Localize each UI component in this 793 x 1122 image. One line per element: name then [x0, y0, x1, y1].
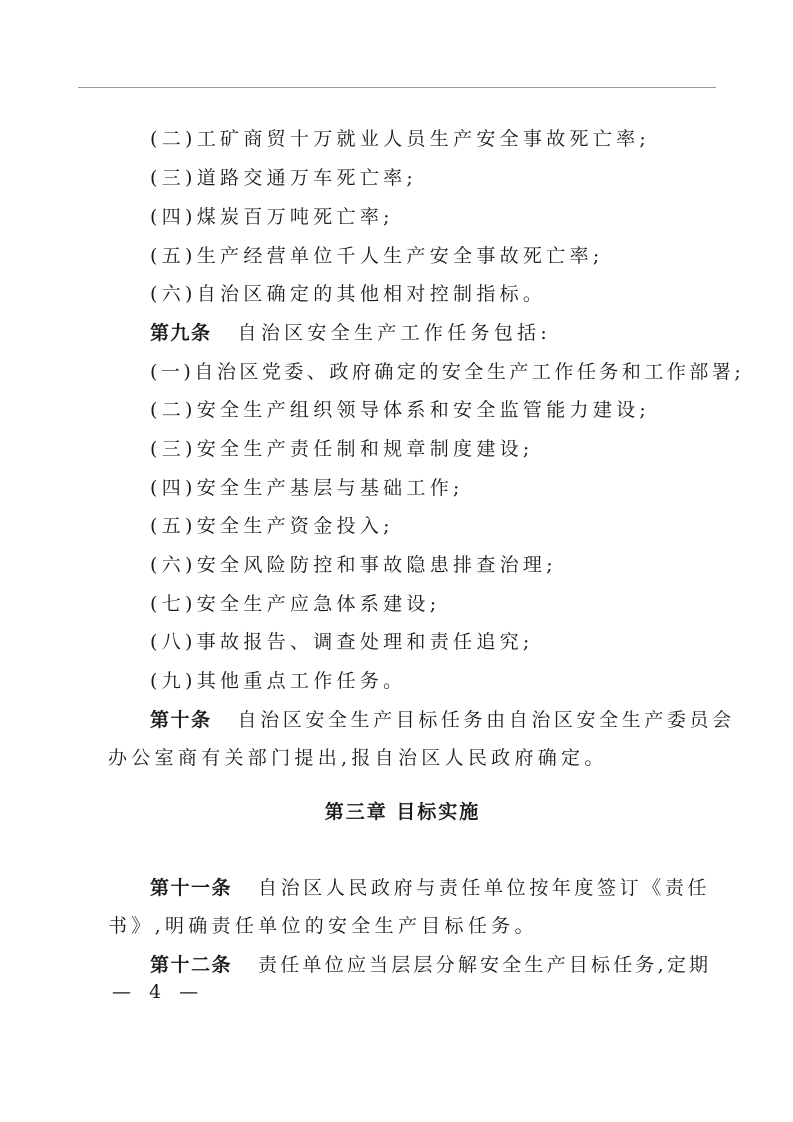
list-item: (四)煤炭百万吨死亡率;: [150, 206, 394, 228]
list-item: (三)安全生产责任制和规章制度建设;: [150, 438, 534, 460]
article-12-text: 责任单位应当层层分解安全生产目标任务,定期: [258, 954, 712, 976]
list-item: (八)事故报告、调查处理和责任追究;: [150, 631, 534, 653]
article-11-heading: 第十一条: [150, 877, 233, 899]
article-10-continuation: 办公室商有关部门提出,报自治区人民政府确定。: [108, 747, 608, 769]
article-9-text: 自治区安全生产工作任务包括:: [237, 322, 552, 344]
list-item: (七)安全生产应急体系建设;: [150, 593, 441, 615]
list-item: (六)安全风险防控和事故隐患排查治理;: [150, 554, 557, 576]
list-item: (二)工矿商贸十万就业人员生产安全事故死亡率;: [150, 128, 651, 150]
list-item: (五)生产经营单位千人生产安全事故死亡率;: [150, 245, 604, 267]
article-11-continuation: 书》,明确责任单位的安全生产目标任务。: [108, 915, 538, 937]
chapter-title: 第三章 目标实施: [324, 801, 481, 823]
article-11-text: 自治区人民政府与责任单位按年度签订《责任: [258, 877, 711, 899]
article-9: [150, 321, 551, 345]
article-9-heading: 第九条: [150, 322, 212, 344]
article-10: [150, 708, 735, 732]
list-item: (一)自治区党委、政府确定的安全生产工作任务和工作部署;: [150, 361, 745, 383]
list-item: (五)安全生产资金投入;: [150, 515, 394, 537]
article-10-heading: 第十条: [150, 709, 212, 731]
list-item: (九)其他重点工作任务。: [150, 670, 407, 692]
page-number: — 4 —: [112, 981, 205, 1003]
list-item: (四)安全生产基层与基础工作;: [150, 477, 464, 499]
header-rule: [78, 87, 716, 88]
list-item: (三)道路交通万车死亡率;: [150, 167, 418, 189]
list-item: (六)自治区确定的其他相对控制指标。: [150, 283, 547, 305]
list-item: (二)安全生产组织领导体系和安全监管能力建设;: [150, 399, 651, 421]
article-10-text: 自治区安全生产目标任务由自治区安全生产委员会: [237, 709, 735, 731]
article-12: [150, 953, 711, 977]
article-11: [150, 876, 710, 900]
article-12-heading: 第十二条: [150, 954, 233, 976]
